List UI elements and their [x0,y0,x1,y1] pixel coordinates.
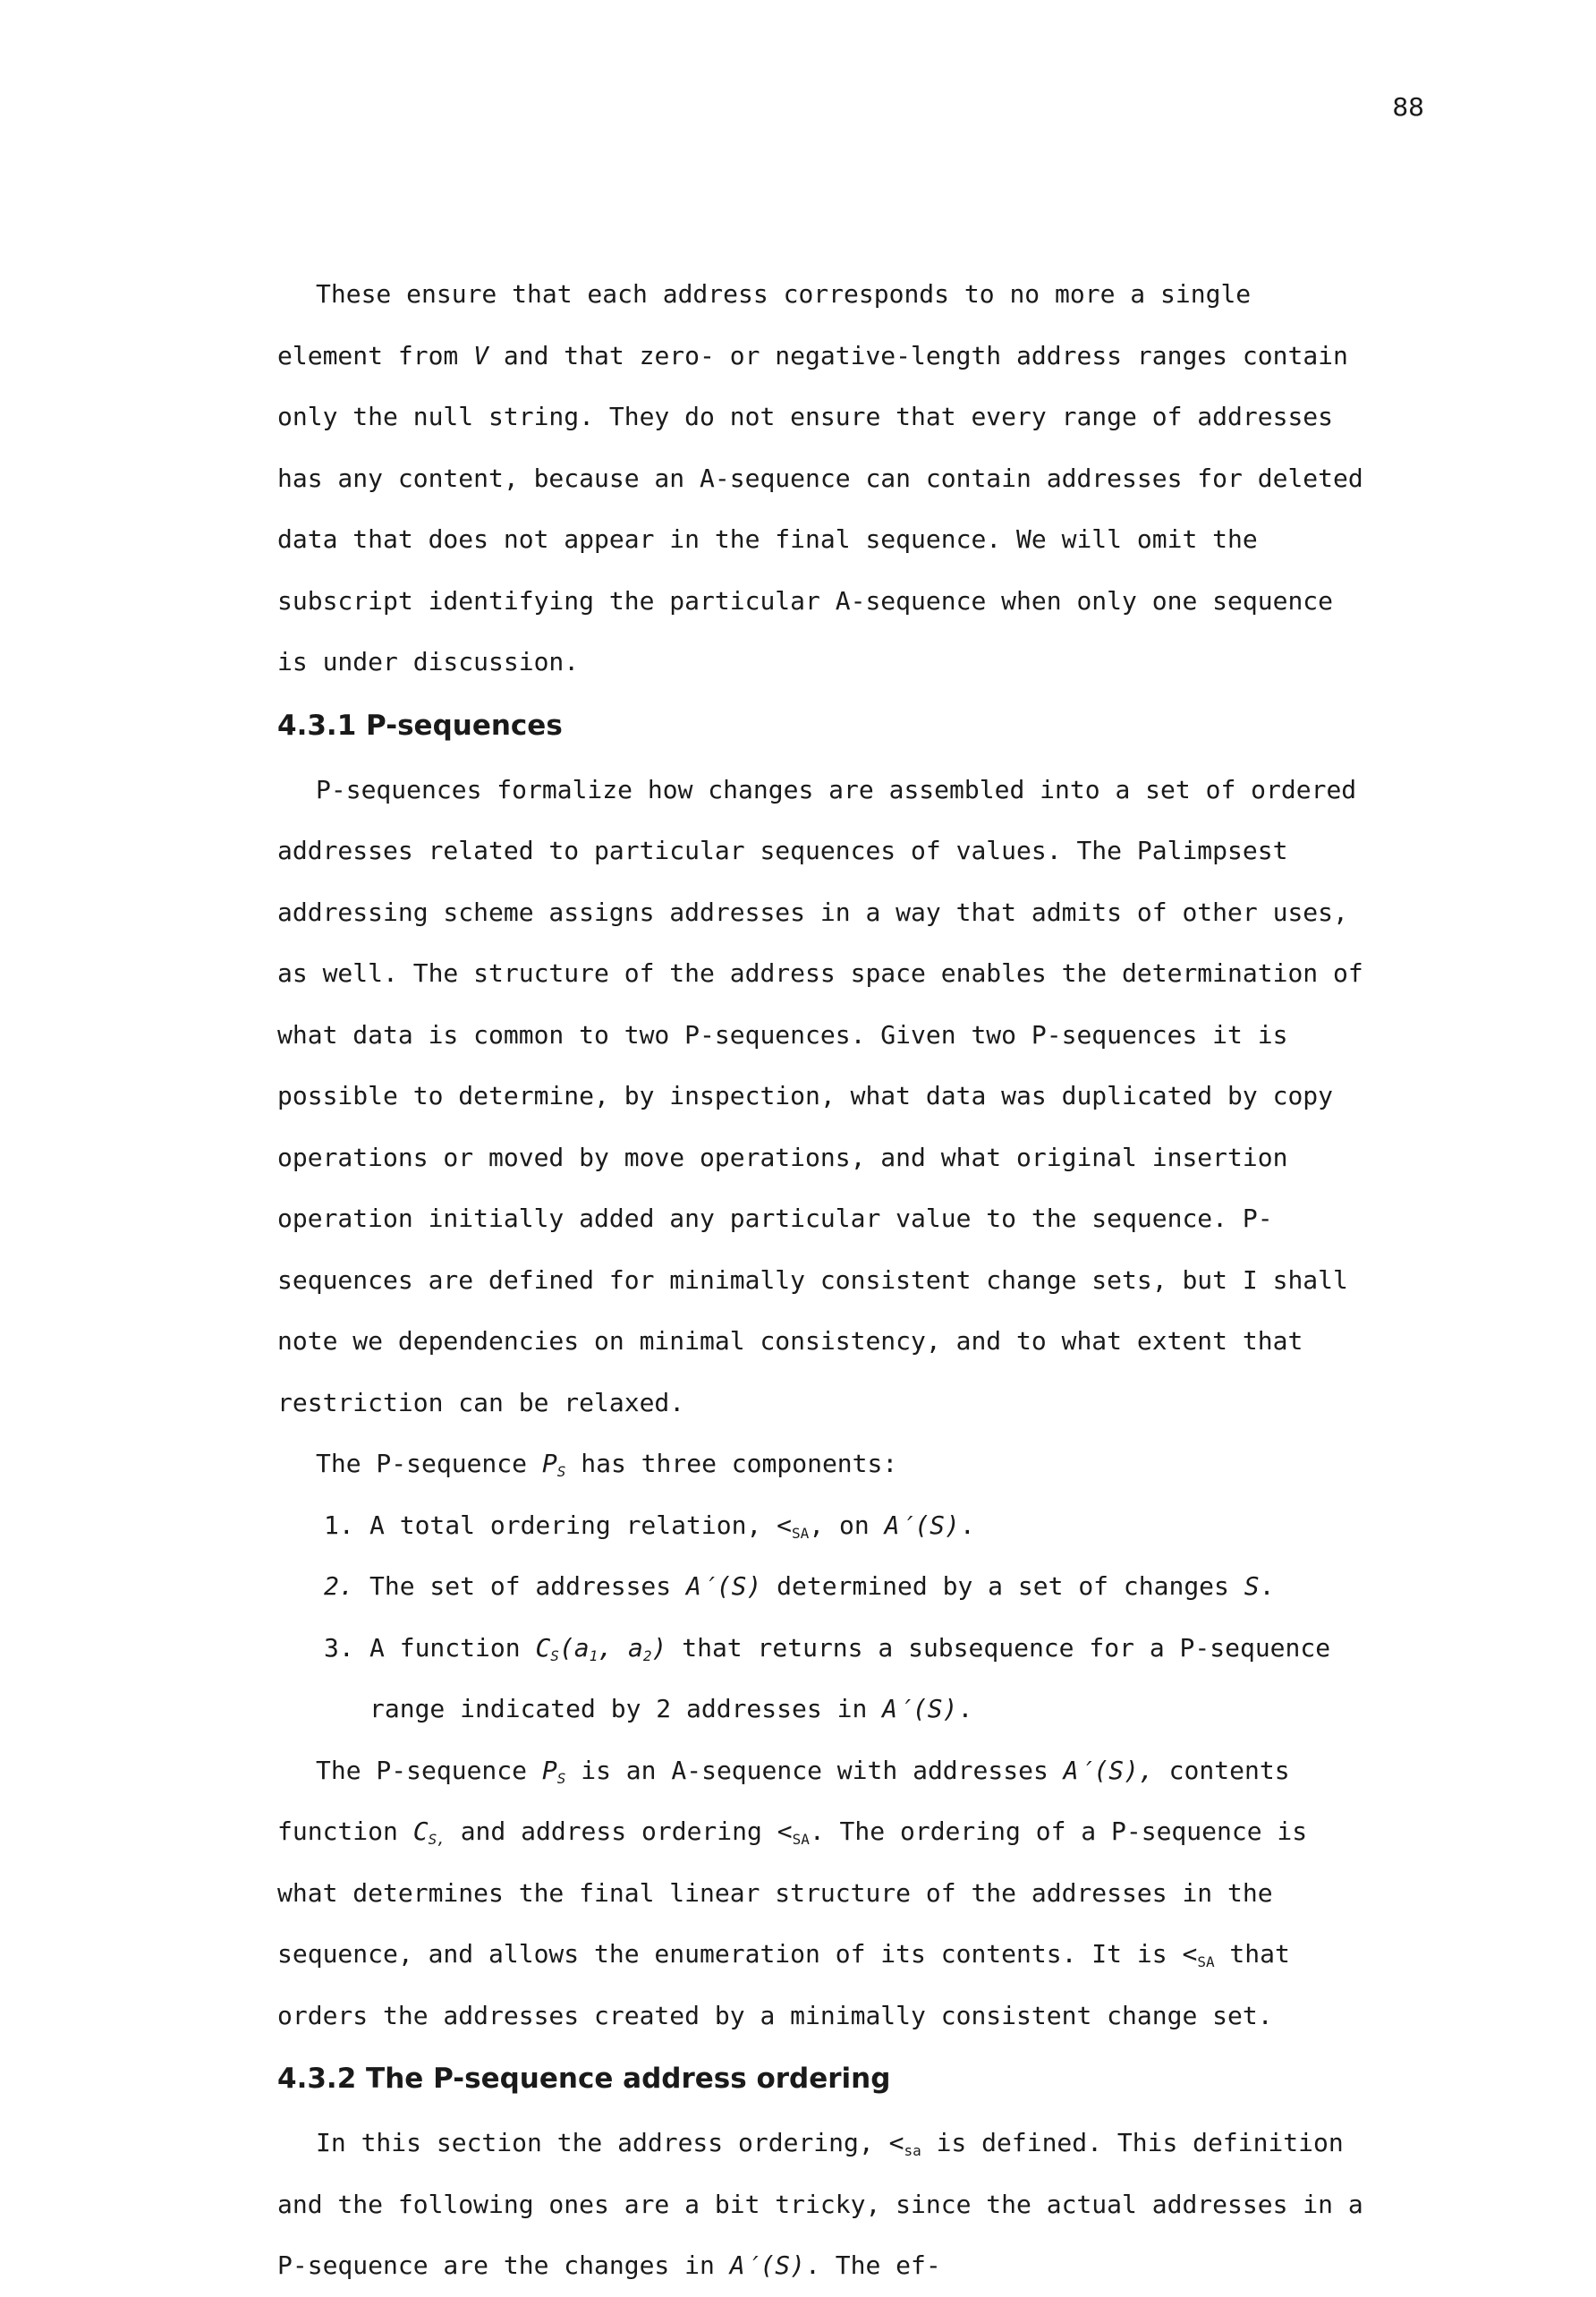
section-heading-address-ordering: 4.3.2 The P-sequence address ordering [277,2063,891,2095]
paragraph-three-components [277,1433,1369,1495]
paragraph-text: and that zero- or negative-length address ranges contain only the null string. They do not ensure that every range of addresses has any content, because an A-sequence can contain addresses for deleted data that does not appear in the final sequence. We will omit the subscript identifying the particular A-sequence when only one sequence is under discussion. [277,340,1363,676]
section-heading-p-sequences: 4.3.1 P-sequences [277,709,563,742]
paragraph-text: The P-sequence [316,1449,542,1478]
paragraph-address-ordering: In this section the address ordering, $<_{sa}$ is defined. This definition and the following ones are a bit tricky, since the actual addresses in a P-sequence are the changes in A′(S). The ef- [277,2128,1363,2280]
paragraph-p-sequences-intro: P-sequences formalize how changes are assembled into a set of ordered addresses related to particular sequences of values. The Palimpsest addressing scheme assigns addresses in a way that admits of other uses, as well. The structure of the address space enables the determination of what data is common to two P-sequences. Given two P-sequences it is possible to determine, by inspection, what data was duplicated by copy operations or moved by move operations, and what original insertion operation initially added any particular value to the sequence. P-sequences are defined for minimally consistent change sets, but I shall note we dependencies on minimal consistency, and to what extent that restriction can be relaxed. [277,774,1363,1417]
p-sequence-symbol: $P_S$ [541,1755,566,1787]
p-sequence-symbol: $P_S$ [541,1449,566,1480]
list-item: 3. A function $C_S(a_1$, $a_2$) that returns a subsequence for a P-sequence range indicated by 2 addresses in A′(S). [277,1618,1369,1740]
list-number: 1. [324,1510,354,1540]
paragraph-text: has three components: [565,1449,898,1478]
paragraph-text: These ensure that each address corresponds to no more a single element from [277,279,1252,370]
page-body [277,264,1369,2297]
paragraph-a-sequence-constraints [277,264,1369,693]
list-item: 2. The set of addresses A′(S) determined by a set of changes S. [277,1556,1369,1618]
contents-function-symbol: $C_S(a_1$, $a_2$) [535,1632,667,1664]
paragraph-p-sequence-definition: The P-sequence $P_S$ is an A-sequence with addresses A′(S), contents function $C_{S,}$ and address ordering $<_{SA}$. The ordering of a P-sequence is what determines the final linear structure of the addresses in the sequence, and allows the enumeration of its contents. It is $<_{SA}$ that orders the addresses created by a minimally consistent change set. [277,1755,1308,2030]
list-item: 1. A total ordering relation, $<_{SA}$, on A′(S). [277,1495,1369,1557]
variable-v: V [473,340,489,370]
page-number: 88 [1392,92,1424,122]
list-number: 2. [324,1571,354,1601]
contents-function-symbol: $C_{S,}$ [412,1816,446,1848]
list-number: 3. [324,1632,354,1663]
components-list [277,1495,1369,1740]
